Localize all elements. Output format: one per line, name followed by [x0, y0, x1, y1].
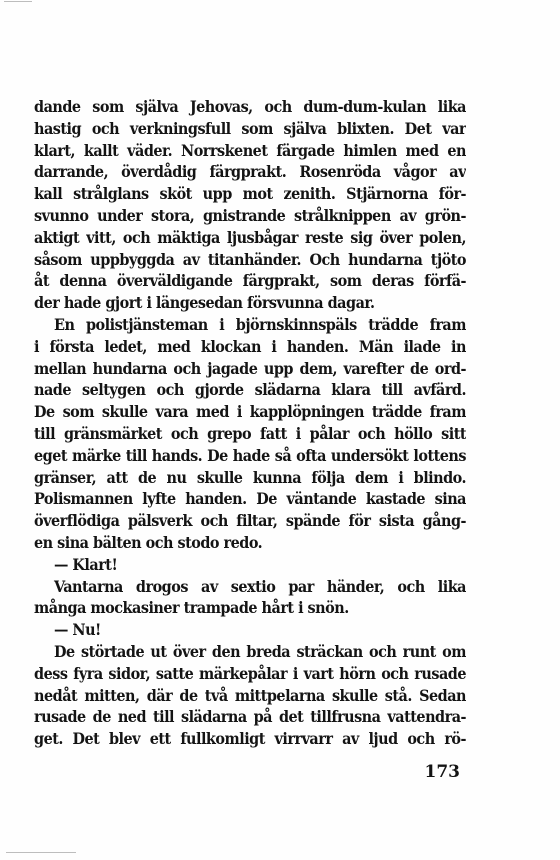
text-line: rusade de ned till slädarna på det tillfrusna vattendra- — [34, 707, 466, 727]
text-line: klart, kallt väder. Norrskenet färgade himlen med en — [34, 140, 466, 160]
text-line: dande som själva Jehovas, och dum-dum-kulan lika — [34, 97, 466, 116]
text-line: De störtade ut över den breda sträckan och runt om — [54, 641, 466, 661]
text-line: kall strålglans sköt upp mot zenith. Stjärnorna för- — [34, 184, 466, 204]
text-line: aktigt vitt, och mäktiga ljusbågar reste sig över polen, — [34, 227, 466, 247]
text-line: Polismannen lyfte handen. De väntande kastade sina — [34, 489, 466, 509]
scan-artifact-bottom — [6, 852, 76, 853]
text-line: eget märke till hands. De hade så ofta undersökt lottens — [34, 445, 466, 465]
text-line: hastig och verkningsfull som själva blixten. Det var — [34, 118, 466, 138]
body-text — [34, 96, 466, 750]
text-line: nade seltygen och gjorde slädarna klara till avfärd. — [34, 380, 466, 400]
scan-artifact-top — [4, 1, 32, 2]
text-line: darrande, överdådig färgprakt. Rosenröda vågor av — [34, 162, 466, 182]
text-line: i första ledet, med klockan i handen. Män ilade in — [34, 336, 466, 356]
text-line: En polistjänsteman i björnskinnspäls trädde fram — [54, 314, 466, 334]
text-line: Vantarna drogos av sextio par händer, och lika — [54, 576, 466, 596]
text-line: såsom uppbyggda av titanhänder. Och hundarna tjöto — [34, 249, 466, 269]
text-line: dess fyra sidor, satte märkepålar i vart hörn och rusade — [34, 663, 466, 683]
text-line: get. Det blev ett fullkomligt virrvarr av ljud och rö- — [34, 729, 466, 749]
text-line: — Klart! — [54, 554, 118, 574]
text-line: många mockasiner trampade hårt i snön. — [34, 598, 349, 618]
text-line: der hade gjort i längesedan försvunna dagar. — [34, 293, 375, 313]
text-line: De som skulle vara med i kapplöpningen trädde fram — [34, 402, 466, 422]
page-number: 173 — [424, 762, 460, 782]
text-line: åt denna överväldigande färgprakt, som deras förfä- — [34, 271, 466, 291]
text-line: — Nu! — [54, 620, 101, 640]
text-line: svunno under stora, gnistrande strålknippen av grön- — [34, 205, 466, 225]
text-line: till gränsmärket och grepo fatt i pålar och höllo sitt — [34, 423, 466, 443]
text-line: överflödiga pälsverk och filtar, spände för sista gång- — [34, 511, 466, 531]
text-line: nedåt mitten, där de två mittpelarna skulle stå. Sedan — [34, 685, 466, 705]
text-line: en sina bälten och stodo redo. — [34, 532, 263, 552]
text-line: mellan hundarna och jagade upp dem, varefter de ord- — [34, 358, 466, 378]
text-line: gränser, att de nu skulle kunna följa dem i blindo. — [34, 467, 466, 487]
